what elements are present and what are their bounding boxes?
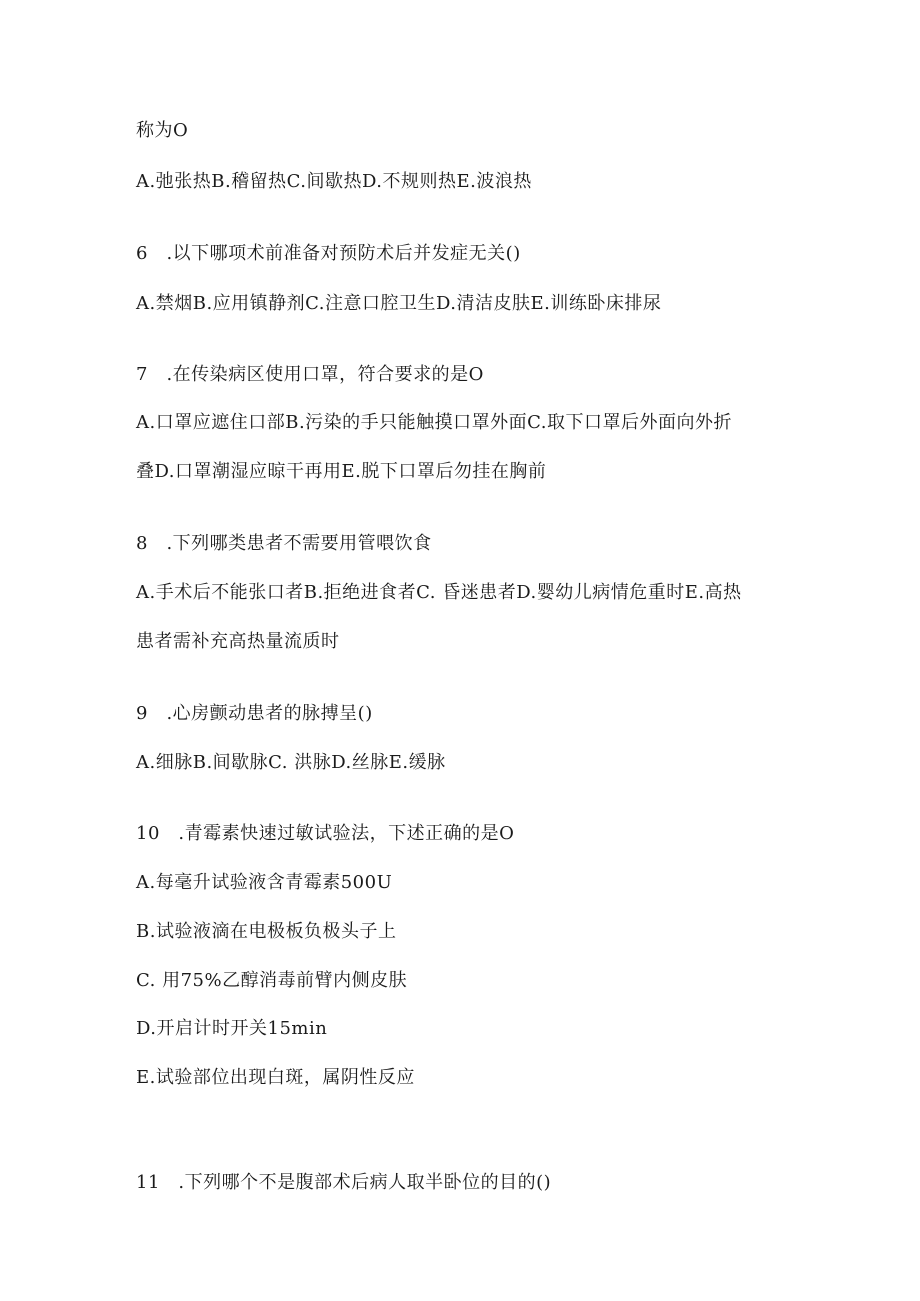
q7-options-line1: A.口罩应遮住口部B.污染的手只能触摸口罩外面C.取下口罩后外面向外折 bbox=[136, 412, 733, 433]
q11-stem: 11 .下列哪个不是腹部术后病人取半卧位的目的() bbox=[136, 1172, 552, 1193]
q10-option-e: E.试验部位出现白斑，属阴性反应 bbox=[136, 1067, 415, 1088]
q9-options: A.细脉B.间歇脉C. 洪脉D.丝脉E.缓脉 bbox=[136, 752, 446, 773]
q7-stem: 7 .在传染病区使用口罩，符合要求的是O bbox=[136, 364, 484, 385]
q10-stem: 10 .青霉素快速过敏试验法，下述正确的是O bbox=[136, 823, 515, 844]
q9-stem: 9 .心房颤动患者的脉搏呈() bbox=[136, 703, 373, 724]
q5-options: A.弛张热B.稽留热C.间歇热D.不规则热E.波浪热 bbox=[136, 171, 532, 192]
q10-option-d: D.开启计时开关15min bbox=[136, 1018, 328, 1039]
q8-stem: 8 .下列哪类患者不需要用管喂饮食 bbox=[136, 533, 432, 554]
q6-options: A.禁烟B.应用镇静剂C.注意口腔卫生D.清洁皮肤E.训练卧床排尿 bbox=[136, 293, 662, 314]
q10-option-a: A.每毫升试验液含青霉素500U bbox=[136, 872, 393, 893]
q8-options-line1: A.手术后不能张口者B.拒绝进食者C. 昏迷患者D.婴幼儿病情危重时E.高热 bbox=[136, 582, 742, 603]
q10-option-b: B.试验液滴在电极板负极头子上 bbox=[136, 921, 397, 942]
q5-stem-continuation: 称为O bbox=[136, 120, 189, 141]
q6-stem: 6 .以下哪项术前准备对预防术后并发症无关() bbox=[136, 243, 521, 264]
q7-options-line2: 叠D.口罩潮湿应晾干再用E.脱下口罩后勿挂在胸前 bbox=[136, 461, 547, 482]
q10-option-c: C. 用75%乙醇消毒前臂内侧皮肤 bbox=[136, 970, 408, 991]
q8-options-line2: 患者需补充高热量流质时 bbox=[136, 631, 340, 652]
